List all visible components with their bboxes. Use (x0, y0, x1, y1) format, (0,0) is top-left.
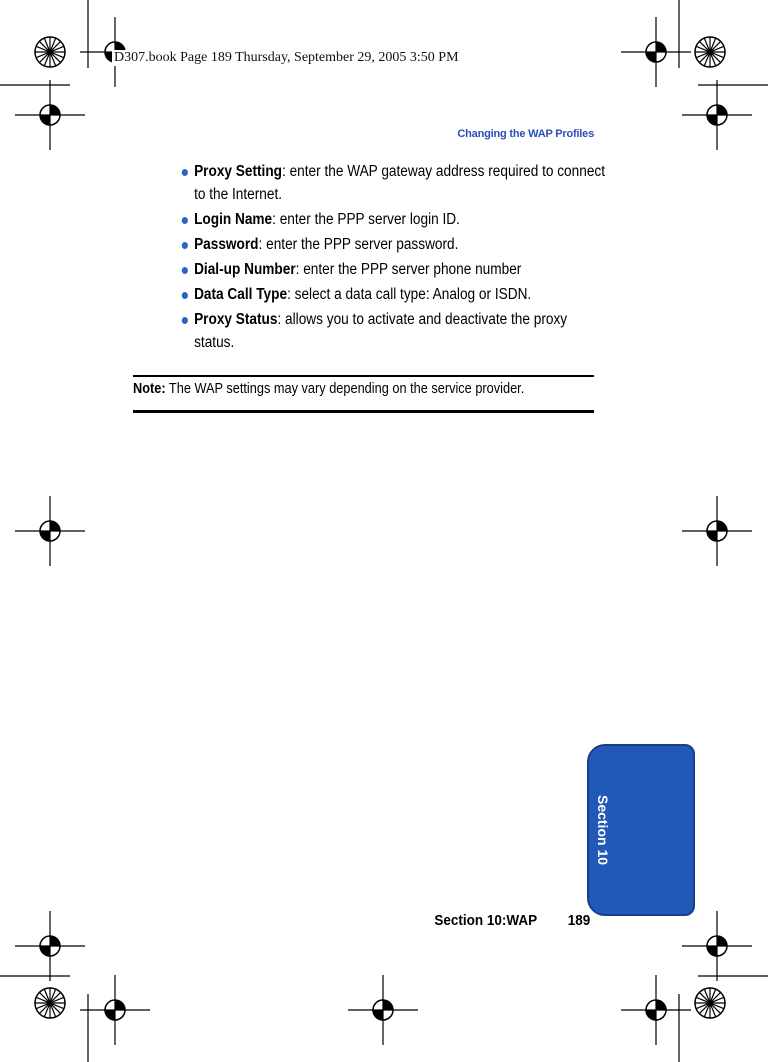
page-footer (434, 912, 590, 929)
settings-bullet-list (180, 160, 606, 356)
bullet-icon (182, 267, 188, 274)
bullet-term: Proxy Status (194, 311, 278, 328)
bullet-text: : allows you to activate and deactivate the proxy status. (194, 311, 568, 351)
bullet-text: : enter the PPP server password. (258, 236, 459, 253)
note-bottom-rule (133, 410, 594, 413)
bullet-icon (182, 317, 188, 324)
note-top-rule (133, 375, 594, 377)
bullet-text: : enter the PPP server login ID. (272, 211, 460, 228)
section-tab-label: Section 10 (595, 794, 611, 866)
bullet-icon (182, 242, 188, 249)
bullet-icon (182, 217, 188, 224)
list-item (180, 308, 608, 354)
footer-section: Section 10:WAP (434, 912, 537, 929)
list-item (180, 283, 608, 306)
print-slug-line: D307.book Page 189 Thursday, September 29, 2005 3:50 PM (114, 50, 459, 65)
running-head: Changing the WAP Profiles (457, 128, 594, 140)
bullet-text: : enter the WAP gateway address required to connect to the Internet. (194, 163, 606, 203)
bullet-text: : enter the PPP server phone number (295, 261, 522, 278)
bullet-term: Password (194, 236, 259, 253)
bullet-term: Login Name (194, 211, 273, 228)
bullet-text: : select a data call type: Analog or ISDN. (287, 286, 532, 303)
bullet-term: Data Call Type (194, 286, 288, 303)
bullet-term: Dial-up Number (194, 261, 296, 278)
bullet-icon (182, 169, 188, 176)
note-label: Note: (133, 381, 166, 397)
list-item (180, 208, 608, 231)
note-text: The WAP settings may vary depending on the service provider. (165, 381, 525, 397)
list-item (180, 258, 608, 281)
note-box (133, 379, 547, 399)
page-number: 189 (567, 912, 590, 929)
list-item (180, 160, 608, 206)
list-item (180, 233, 608, 256)
bullet-term: Proxy Setting (194, 163, 283, 180)
bullet-icon (182, 292, 188, 299)
